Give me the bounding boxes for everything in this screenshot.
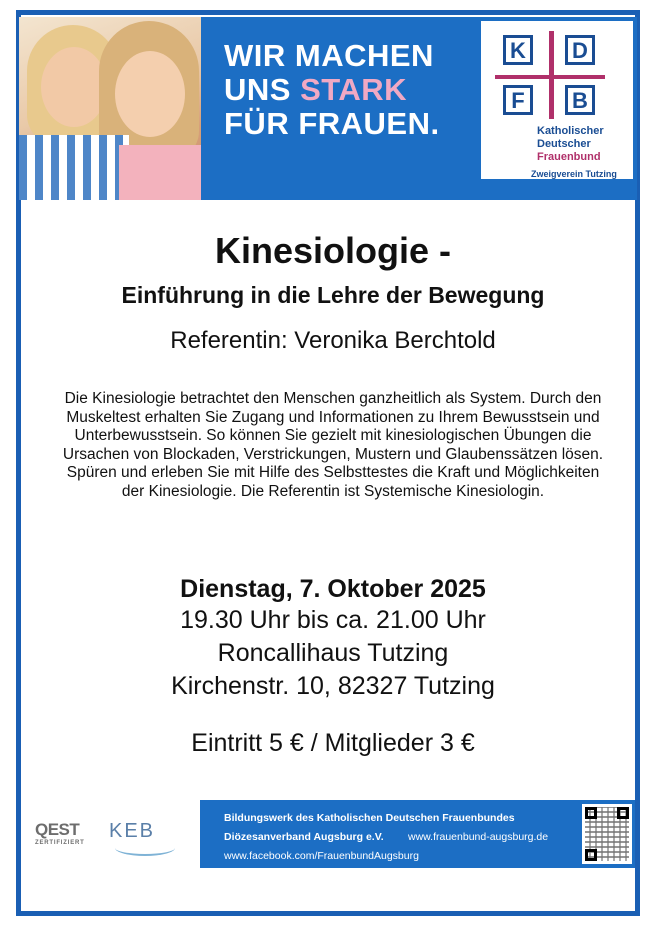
kdfb-logo — [481, 21, 633, 179]
footer-association: Diözesanverband Augsburg e.V. — [224, 831, 384, 843]
slogan-line-3: FÜR FRAUEN. — [224, 106, 440, 141]
qest-subtitle: ZERTIFIZIERT — [35, 840, 85, 846]
event-speaker: Referentin: Veronika Berchtold — [170, 327, 496, 354]
footer-facebook-link[interactable]: www.facebook.com/FrauenbundAugsburg — [224, 850, 419, 862]
event-time: 19.30 Uhr bis ca. 21.00 Uhr — [180, 606, 486, 634]
logo-letter-f: F — [503, 85, 533, 115]
logo-letter-b: B — [565, 85, 595, 115]
logo-org-name: Katholischer Deutscher Frauenbund — [537, 125, 604, 163]
slogan-line-1: WIR MACHEN — [224, 38, 434, 73]
qr-code-icon — [582, 804, 632, 864]
event-description: Die Kinesiologie betrachtet den Menschen ganzheitlich als System. Durch den Muskeltest erhalten Sie Zugang und Informationen zu Ihrem Bewusstsein und Unterbewusstsein. So können Sie gezielt mit kinesiologischen Übungen die Ursachen von Blockaden, Verstrickungen, Mustern und Glaubenssätzen lösen. Spüren und erleben Sie mit Hilfe des Selbsttestes die Kraft und Möglichkeiten der Kinesiologie. Die Referentin ist Systemische Kinesiologin. — [62, 390, 604, 500]
event-title: Kinesiologie - — [214, 230, 452, 271]
women-photo — [19, 17, 201, 200]
slogan — [224, 39, 484, 141]
logo-branch: Zweigverein Tutzing — [531, 169, 617, 179]
partner-logos — [25, 800, 200, 868]
event-address: Kirchenstr. 10, 82327 Tutzing — [171, 672, 495, 700]
logo-letter-d: D — [565, 35, 595, 65]
event-price: Eintritt 5 € / Mitglieder 3 € — [191, 729, 475, 757]
logo-letter-k: K — [503, 35, 533, 65]
footer-website-link[interactable]: www.frauenbund-augsburg.de — [408, 831, 549, 843]
footer — [25, 800, 635, 868]
footer-info — [200, 800, 635, 868]
event-subtitle: Einführung in die Lehre der Bewegung — [121, 282, 545, 308]
event-venue: Roncallihaus Tutzing — [217, 639, 449, 667]
event-date: Dienstag, 7. Oktober 2025 — [180, 575, 486, 603]
slogan-line-2: UNS STARK — [224, 72, 408, 107]
header-banner — [19, 17, 637, 200]
qest-logo: QEST — [35, 820, 80, 839]
keb-logo: KEB — [109, 820, 156, 842]
slogan-highlight: STARK — [300, 72, 408, 107]
footer-org-line: Bildungswerk des Katholischen Deutschen Frauenbundes — [224, 812, 515, 824]
